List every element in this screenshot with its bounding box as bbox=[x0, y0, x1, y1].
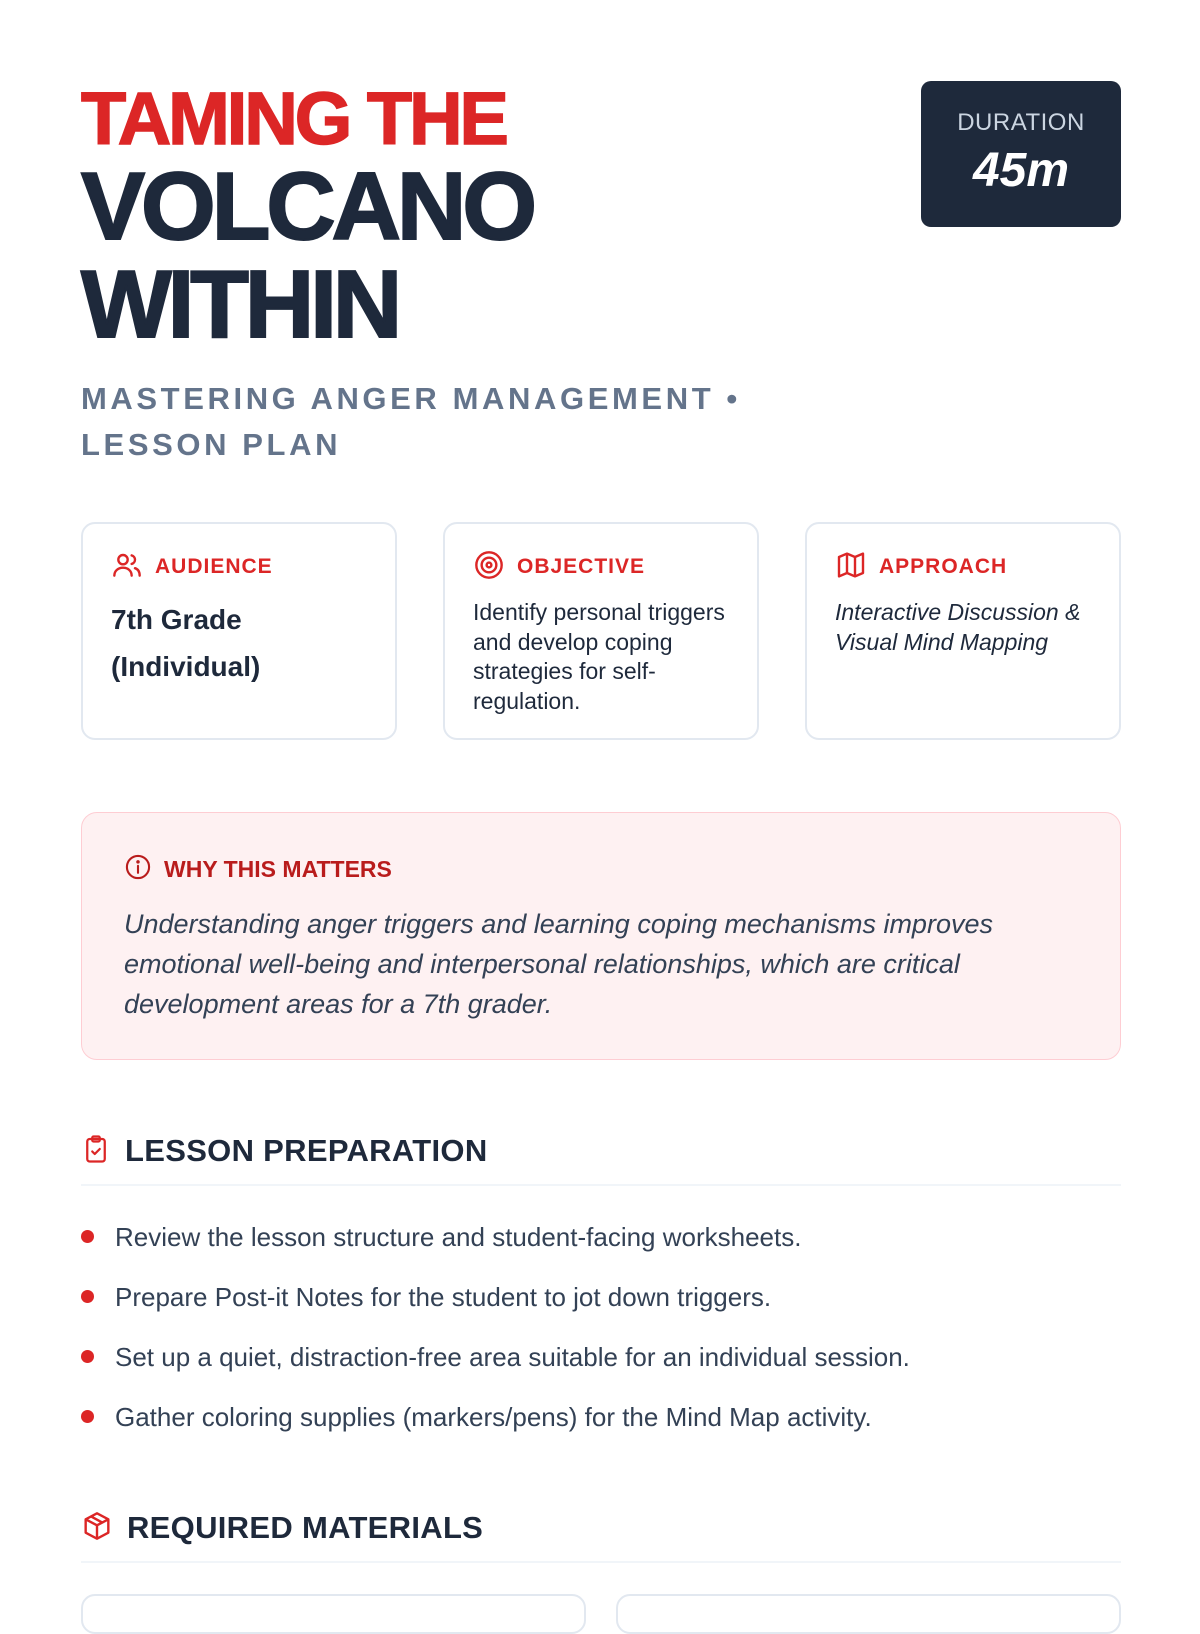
audience-card bbox=[81, 522, 397, 740]
duration-value: 45m bbox=[972, 144, 1070, 197]
objective-value: Identify personal triggers and develop coping strategies for self-regulation. bbox=[473, 599, 725, 714]
approach-card bbox=[805, 522, 1121, 740]
approach-value: Interactive Discussion & Visual Mind Mapping bbox=[835, 599, 1081, 655]
duration-badge bbox=[921, 81, 1121, 227]
list-item bbox=[81, 1207, 1121, 1267]
users-icon bbox=[111, 549, 143, 586]
objective-label: OBJECTIVE bbox=[517, 555, 646, 578]
preparation-list bbox=[81, 1207, 1121, 1447]
approach-label: APPROACH bbox=[879, 555, 1008, 578]
title-line-2: VOLCANO bbox=[81, 153, 533, 260]
info-icon bbox=[124, 853, 152, 886]
bullet bbox=[81, 1350, 94, 1363]
list-item-text: Gather coloring supplies (markers/pens) for the Mind Map activity. bbox=[115, 1402, 872, 1432]
why-label: WHY THIS MATTERS bbox=[164, 856, 392, 882]
list-item bbox=[81, 1267, 1121, 1327]
bullet bbox=[81, 1410, 94, 1423]
required-materials-heading bbox=[81, 1495, 1121, 1563]
material-card bbox=[616, 1594, 1121, 1634]
map-icon bbox=[835, 549, 867, 586]
bullet bbox=[81, 1230, 94, 1243]
required-materials-title: REQUIRED MATERIALS bbox=[127, 1510, 484, 1545]
duration-label: DURATION bbox=[957, 109, 1085, 136]
audience-value: 7th Grade (Individual) bbox=[111, 604, 261, 682]
material-card bbox=[81, 1594, 586, 1634]
title-line-1: TAMING THE bbox=[81, 77, 506, 160]
why-this-matters-box bbox=[81, 812, 1121, 1060]
lesson-preparation-title: LESSON PREPARATION bbox=[125, 1133, 488, 1168]
summary-cards bbox=[81, 522, 1121, 744]
materials-cards bbox=[81, 1594, 1121, 1604]
objective-card bbox=[443, 522, 759, 740]
list-item-text: Review the lesson structure and student-facing worksheets. bbox=[115, 1222, 802, 1252]
title-line-3: WITHIN bbox=[81, 251, 399, 358]
list-item bbox=[81, 1387, 1121, 1447]
audience-label: AUDIENCE bbox=[155, 555, 273, 578]
list-item bbox=[81, 1327, 1121, 1387]
clipboard-check-icon bbox=[81, 1132, 111, 1171]
list-item-text: Set up a quiet, distraction-free area suitable for an individual session. bbox=[115, 1342, 910, 1372]
bullet bbox=[81, 1290, 94, 1303]
target-icon bbox=[473, 549, 505, 586]
package-icon bbox=[81, 1510, 113, 1547]
list-item-text: Prepare Post-it Notes for the student to jot down triggers. bbox=[115, 1282, 772, 1312]
lesson-preparation-heading bbox=[81, 1118, 1121, 1186]
page-subtitle: MASTERING ANGER MANAGEMENT • LESSON PLAN bbox=[81, 381, 741, 462]
why-text: Understanding anger triggers and learning coping mechanisms improves emotional well-being and interpersonal relationships, which are critical development areas for a 7th grader. bbox=[124, 909, 993, 1019]
